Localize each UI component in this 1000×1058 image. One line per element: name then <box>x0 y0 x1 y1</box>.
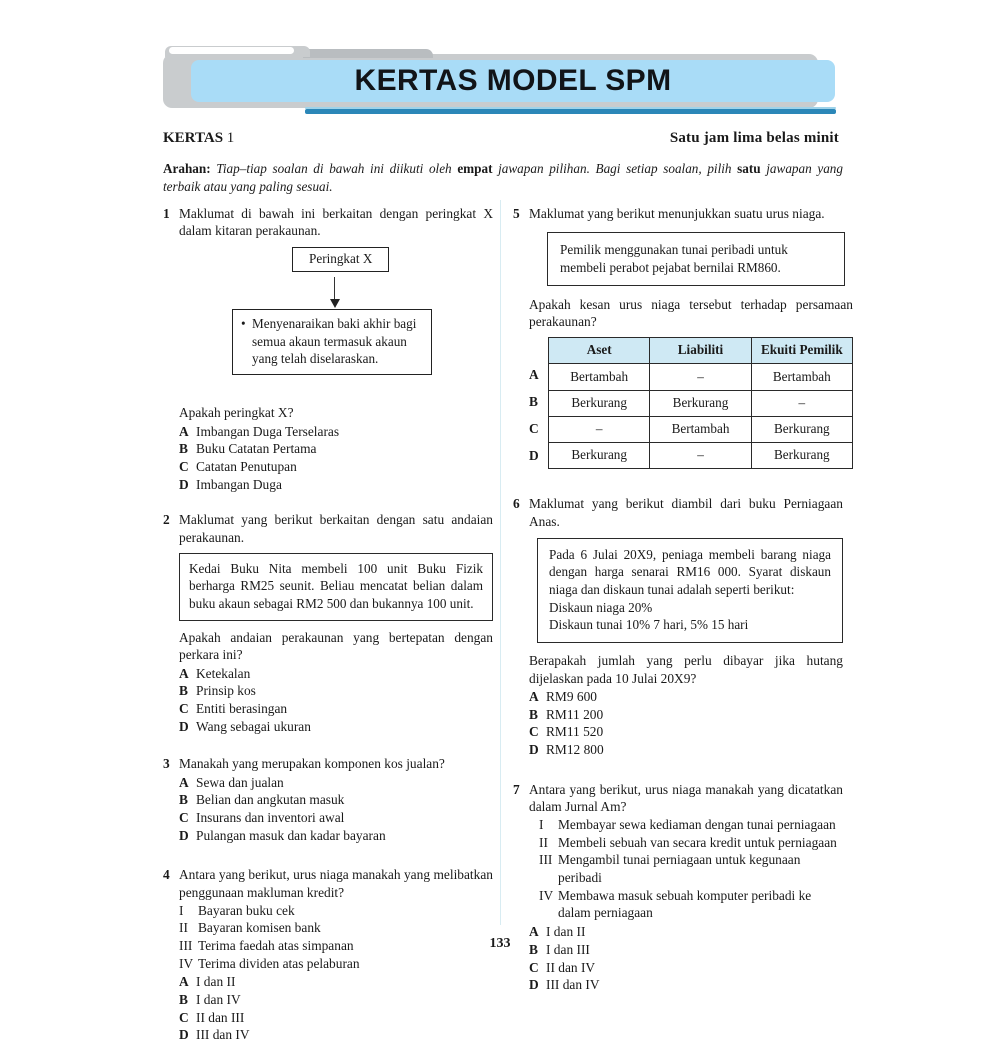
question-5 <box>513 205 853 475</box>
question-6-number: 6 <box>513 496 520 512</box>
roman-key: IV <box>179 955 194 971</box>
table-row-key: B <box>529 394 538 410</box>
instruction-text-2: jawapan pilihan. Bagi setiap soalan, pilih <box>492 161 738 176</box>
option-key: A <box>179 974 189 990</box>
option-key: B <box>529 941 538 957</box>
option-text: I dan II <box>546 924 586 940</box>
option-text: RM11 200 <box>546 706 604 722</box>
option-text: I dan IV <box>196 992 241 1008</box>
option-key: D <box>179 476 189 492</box>
option-key: D <box>529 977 539 993</box>
paper-label-word: KERTAS <box>163 130 224 146</box>
option-key: B <box>529 706 538 722</box>
flowchart-top-box: Peringkat X <box>292 247 389 272</box>
banner-gray-tab-secondary <box>303 49 433 58</box>
roman-key: I <box>179 902 184 918</box>
option-text: I dan III <box>546 941 590 957</box>
option-text: RM11 520 <box>546 724 604 740</box>
table-cell: – <box>751 390 852 416</box>
question-1-sub: Apakah peringkat X? <box>179 405 294 421</box>
question-2-infobox: Kedai Buku Nita membeli 100 unit Buku Fizik berharga RM25 seunit. Beliau mencatat belian dalam buku akaun sebagai RM2 500 dan bukannya 100 unit. <box>179 553 493 621</box>
question-6-infobox <box>537 538 843 643</box>
question-3-number: 3 <box>163 756 170 772</box>
option-key: B <box>179 441 188 457</box>
infobox-line: Diskaun tunai 10% 7 hari, 5% 15 hari <box>549 617 749 633</box>
roman-key: III <box>179 938 193 954</box>
option-key: B <box>179 992 188 1008</box>
option-text: Imbangan Duga Terselaras <box>196 423 340 439</box>
option-text: Buku Catatan Pertama <box>196 441 317 457</box>
option-text: Wang sebagai ukuran <box>196 718 311 734</box>
roman-item <box>539 816 843 834</box>
question-3-options <box>179 774 493 845</box>
question-3-stem: Manakah yang merupakan komponen kos jualan? <box>179 756 445 772</box>
question-2-options <box>179 665 493 736</box>
option-item[interactable] <box>529 741 843 759</box>
option-key: D <box>179 1027 189 1043</box>
option-key: C <box>179 809 189 825</box>
roman-item <box>179 902 493 920</box>
column-divider <box>500 200 501 925</box>
question-1-number: 1 <box>163 206 170 221</box>
option-text: III dan IV <box>196 1027 250 1043</box>
flowchart-bottom-text: Menyenaraikan baki akhir bagi semua akaun termasuk akaun yang telah diselaraskan. <box>252 316 417 367</box>
table-cell: Bertambah <box>751 364 852 390</box>
question-4-number: 4 <box>163 867 170 883</box>
question-7-stem: Antara yang berikut, urus niaga manakah yang dicatatkan dalam Jurnal Am? <box>529 781 843 814</box>
roman-key: II <box>179 920 188 936</box>
roman-text: Bayaran buku cek <box>198 902 295 918</box>
roman-text: Terima faedah atas simpanan <box>198 938 354 954</box>
page-title: KERTAS MODEL SPM <box>354 64 672 97</box>
option-key: D <box>529 742 539 758</box>
roman-item <box>179 919 493 937</box>
option-key: A <box>529 688 539 704</box>
question-5-sub: Apakah kesan urus niaga tersebut terhadap persamaan perakaunan? <box>529 296 853 329</box>
question-7 <box>513 781 843 994</box>
option-text: Ketekalan <box>196 665 251 681</box>
option-text: II dan III <box>196 1009 245 1025</box>
roman-item <box>539 834 843 852</box>
question-7-options <box>529 923 843 994</box>
option-text: Entiti berasingan <box>196 701 288 717</box>
option-text: III dan IV <box>546 977 600 993</box>
option-item[interactable] <box>179 1009 493 1027</box>
table-row[interactable] <box>549 416 853 442</box>
option-item[interactable] <box>179 827 493 845</box>
paper-time-limit: Satu jam lima belas minit <box>669 130 839 146</box>
table-cell: Berkurang <box>549 390 650 416</box>
page-banner <box>163 46 836 114</box>
option-item[interactable] <box>179 700 493 718</box>
option-text: RM12 800 <box>546 742 604 758</box>
table-cell: Bertambah <box>549 364 650 390</box>
right-column <box>513 205 853 1008</box>
table-header-cell: Liabiliti <box>650 338 751 364</box>
question-6-stem: Maklumat yang berikut diambil dari buku Perniagaan Anas. <box>529 496 843 529</box>
roman-key: IV <box>539 887 554 903</box>
option-key: D <box>179 827 189 843</box>
bullet-icon: • <box>241 316 246 332</box>
roman-item <box>539 887 843 922</box>
option-item[interactable] <box>529 723 843 741</box>
table-header-cell: Ekuiti Pemilik <box>751 338 852 364</box>
table-cell: Berkurang <box>549 443 650 469</box>
option-key: C <box>529 724 539 740</box>
option-item[interactable] <box>179 774 493 792</box>
question-5-number: 5 <box>513 206 520 221</box>
question-2-stem: Maklumat yang berikut berkaitan dengan satu andaian perakaunan. <box>179 512 493 545</box>
instruction-paragraph <box>163 160 843 196</box>
option-item[interactable] <box>529 688 843 706</box>
question-1-flowchart <box>179 247 493 397</box>
question-5-infobox: Pemilik menggunakan tunai peribadi untuk membeli perabot pejabat bernilai RM860. <box>547 232 845 285</box>
table-header-cell: Aset <box>549 338 650 364</box>
table-header-row <box>549 338 853 364</box>
question-7-number: 7 <box>513 781 520 797</box>
instruction-label: Arahan: <box>163 161 211 176</box>
table-cell: – <box>650 443 751 469</box>
table-cell: Berkurang <box>751 416 852 442</box>
option-item[interactable] <box>179 809 493 827</box>
instruction-bold-empat: empat <box>457 161 493 176</box>
option-item[interactable] <box>529 706 843 724</box>
option-item[interactable] <box>179 682 493 700</box>
table-row[interactable] <box>549 390 853 416</box>
option-key: C <box>179 1009 189 1025</box>
left-column <box>163 205 493 1058</box>
option-item[interactable] <box>179 791 493 809</box>
option-item[interactable] <box>529 959 843 977</box>
option-text: II dan IV <box>546 959 596 975</box>
option-item[interactable] <box>179 440 493 458</box>
option-key: C <box>179 701 189 717</box>
infobox-line: Diskaun niaga 20% <box>549 599 653 615</box>
question-1 <box>163 205 493 493</box>
roman-key: II <box>539 834 548 850</box>
option-key: A <box>179 423 189 439</box>
option-text: RM9 600 <box>546 688 597 704</box>
option-text: Catatan Penutupan <box>196 459 297 475</box>
table-row[interactable] <box>549 443 853 469</box>
question-2 <box>163 511 493 735</box>
option-text: Prinsip kos <box>196 683 256 699</box>
roman-text: Mengambil tunai perniagaan untuk kegunaan peribadi <box>558 852 801 886</box>
question-6 <box>513 495 843 758</box>
option-key: D <box>179 718 189 734</box>
table-row-key: C <box>529 421 539 437</box>
question-5-table-wrap <box>529 337 853 469</box>
banner-blue-plate <box>191 60 835 102</box>
roman-item <box>539 851 843 886</box>
option-text: I dan II <box>196 974 236 990</box>
roman-text: Membayar sewa kediaman dengan tunai perniagaan <box>558 817 836 833</box>
table-cell: – <box>549 416 650 442</box>
instruction-bold-satu: satu <box>737 161 761 176</box>
question-6-sub: Berapakah jumlah yang perlu dibayar jika hutang dijelaskan pada 10 Julai 20X9? <box>529 653 843 686</box>
paper-label <box>163 130 234 147</box>
roman-text: Terima dividen atas pelaburan <box>198 955 360 971</box>
instruction-text-3: jawapan yang terbaik atau yang paling sesuai. <box>163 161 843 194</box>
table-cell: Bertambah <box>650 416 751 442</box>
question-2-number: 2 <box>163 512 170 528</box>
roman-key: I <box>539 817 544 833</box>
question-7-roman-list <box>529 816 843 922</box>
roman-text: Membeli sebuah van secara kredit untuk perniagaan <box>558 834 837 850</box>
option-item[interactable] <box>179 423 493 441</box>
table-row-keys <box>529 337 548 469</box>
option-text: Sewa dan jualan <box>196 774 284 790</box>
instruction-text-1: Tiap–tiap soalan di bawah ini diikuti oleh <box>210 161 458 176</box>
option-key: A <box>179 774 189 790</box>
accounting-equation-table <box>548 337 853 469</box>
option-text: Pulangan masuk dan kadar bayaran <box>196 827 386 843</box>
option-text: Imbangan Duga <box>196 476 282 492</box>
question-2-sub: Apakah andaian perakaunan yang bertepatan dengan perkara ini? <box>179 629 493 663</box>
banner-highlight-stripe <box>169 47 294 54</box>
question-1-stem: Maklumat di bawah ini berkaitan dengan peringkat X dalam kitaran perakaunan. <box>179 206 493 239</box>
option-text: Insurans dan inventori awal <box>196 809 345 825</box>
table-cell: Berkurang <box>751 443 852 469</box>
question-1-options <box>179 423 493 494</box>
question-3 <box>163 755 493 844</box>
option-item[interactable] <box>179 973 493 991</box>
table-row-key: A <box>529 367 539 383</box>
page-number: 133 <box>489 936 511 951</box>
option-item[interactable] <box>179 458 493 476</box>
question-5-stem: Maklumat yang berikut menunjukkan suatu urus niaga. <box>529 206 825 221</box>
question-6-options <box>529 688 843 759</box>
question-4-options <box>179 973 493 1044</box>
option-key: C <box>179 459 189 475</box>
option-key: B <box>179 683 188 699</box>
option-item[interactable] <box>179 476 493 494</box>
table-cell: Berkurang <box>650 390 751 416</box>
option-item[interactable] <box>179 1026 493 1044</box>
paper-label-number: 1 <box>223 130 235 146</box>
option-item[interactable] <box>179 718 493 736</box>
roman-text: Membawa masuk sebuah komputer peribadi ke dalam perniagaan <box>558 887 812 921</box>
table-row-key: D <box>529 448 539 464</box>
flowchart-arrow-icon <box>334 277 335 305</box>
infobox-line: Pada 6 Julai 20X9, peniaga membeli barang niaga dengan harga senarai RM16 000. Syarat diskaun niaga dan diskaun tunai adalah seperti berikut: <box>549 546 831 598</box>
paper-header-row <box>163 130 839 147</box>
flowchart-bottom-box <box>232 309 432 374</box>
option-text: Belian dan angkutan masuk <box>196 792 345 808</box>
roman-text: Bayaran komisen bank <box>198 920 321 936</box>
option-key: A <box>179 665 189 681</box>
option-item[interactable] <box>529 976 843 994</box>
roman-item <box>179 955 493 973</box>
question-4 <box>163 866 493 1044</box>
banner-underline <box>305 109 836 114</box>
option-key: B <box>179 792 188 808</box>
option-key: C <box>529 959 539 975</box>
option-item[interactable] <box>179 665 493 683</box>
table-cell: – <box>650 364 751 390</box>
roman-key: III <box>539 852 553 868</box>
question-4-stem: Antara yang berikut, urus niaga manakah yang melibatkan penggunaan makluman kredit? <box>179 867 493 900</box>
option-key: A <box>529 924 539 940</box>
table-row[interactable] <box>549 364 853 390</box>
